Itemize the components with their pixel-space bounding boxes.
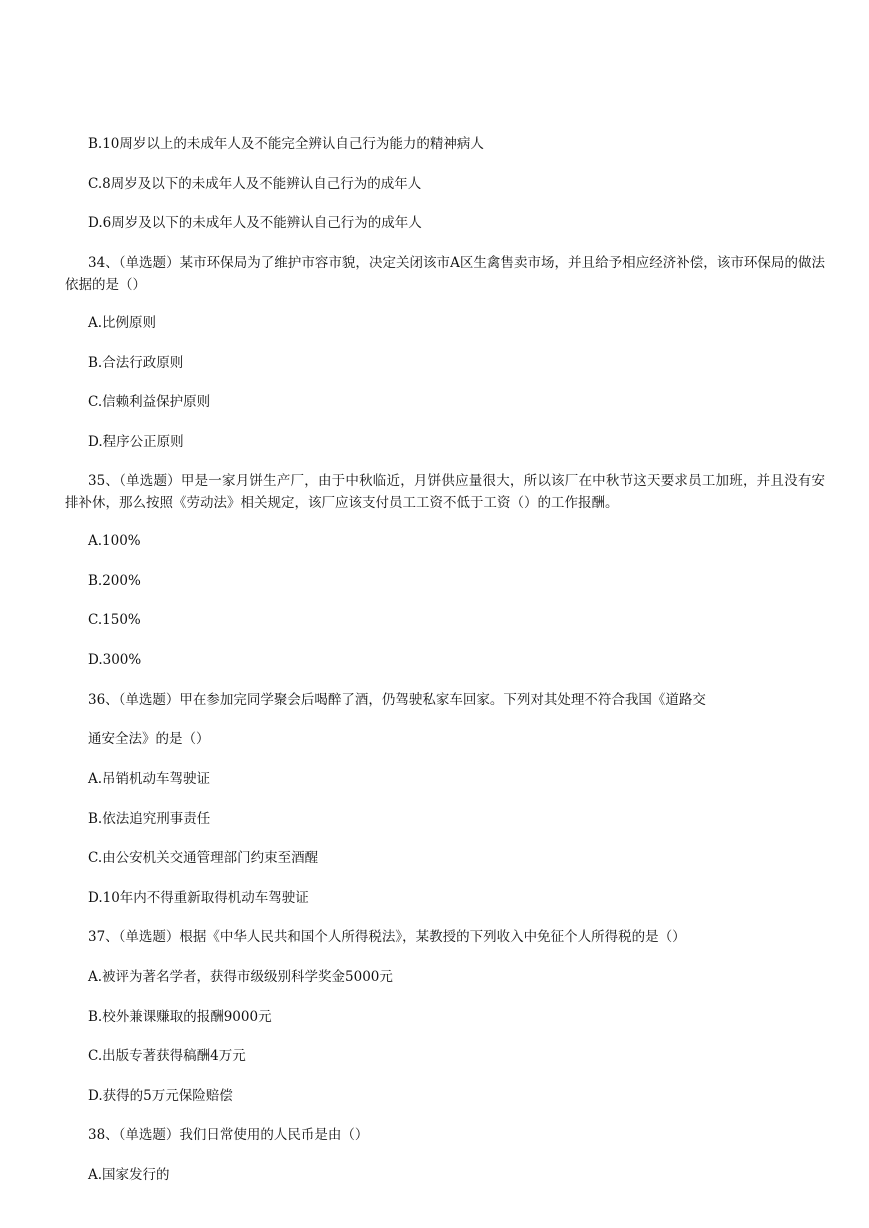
option-36-c: C.由公安机关交通管理部门约束至酒醒 — [88, 850, 319, 866]
question-34 — [65, 252, 825, 296]
question-36-continued: 通安全法》的是（） — [88, 731, 210, 747]
option-33-c: C.8周岁及以下的未成年人及不能辨认自己行为的成年人 — [88, 176, 422, 192]
option-37-b: B.校外兼课赚取的报酬9000元 — [88, 1009, 272, 1025]
option-36-b: B.依法追究刑事责任 — [88, 811, 211, 827]
option-36-a: A.吊销机动车驾驶证 — [88, 771, 211, 787]
option-35-a: A.100% — [88, 533, 141, 549]
question-38-text: 38、（单选题）我们日常使用的人民币是由（） — [88, 1127, 369, 1143]
question-37 — [65, 926, 825, 948]
option-35-d: D.300% — [88, 652, 142, 668]
option-36-d: D.10年内不得重新取得机动车驾驶证 — [88, 890, 309, 906]
option-35-c: C.150% — [88, 612, 141, 628]
option-33-d: D.6周岁及以下的未成年人及不能辨认自己行为的成年人 — [88, 215, 422, 231]
question-36 — [65, 689, 825, 711]
option-34-d: D.程序公正原则 — [88, 434, 184, 450]
question-35 — [65, 470, 825, 514]
option-33-b: B.10周岁以上的未成年人及不能完全辨认自己行为能力的精神病人 — [88, 136, 484, 152]
question-35-text: 35、（单选题）甲是一家月饼生产厂，由于中秋临近，月饼供应量很大，所以该厂在中秋节这天要求员工加班，并且没有安排补休，那么按照《劳动法》相关规定，该厂应该支付员工工资不低于工资（）的工作报酬。 — [65, 473, 825, 511]
question-36-text: 36、（单选题）甲在参加完同学聚会后喝醉了酒，仍驾驶私家车回家。下列对其处理不符合我国《道路交 — [88, 692, 706, 708]
option-37-c: C.出版专著获得稿酬4万元 — [88, 1048, 246, 1064]
option-38-a: A.国家发行的 — [88, 1167, 170, 1183]
option-34-b: B.合法行政原则 — [88, 355, 184, 371]
option-35-b: B.200% — [88, 573, 141, 589]
option-34-c: C.信赖利益保护原则 — [88, 394, 211, 410]
question-37-text: 37、（单选题）根据《中华人民共和国个人所得税法》，某教授的下列收入中免征个人所得税的是（） — [88, 929, 686, 945]
option-34-a: A.比例原则 — [88, 315, 157, 331]
question-34-text: 34、（单选题）某市环保局为了维护市容市貌，决定关闭该市A区生禽售卖市场，并且给予相应经济补偿，该市环保局的做法依据的是（） — [65, 255, 825, 293]
question-38 — [65, 1124, 825, 1146]
option-37-a: A.被评为著名学者，获得市级级别科学奖金5000元 — [88, 969, 393, 985]
option-37-d: D.获得的5万元保险赔偿 — [88, 1088, 233, 1104]
